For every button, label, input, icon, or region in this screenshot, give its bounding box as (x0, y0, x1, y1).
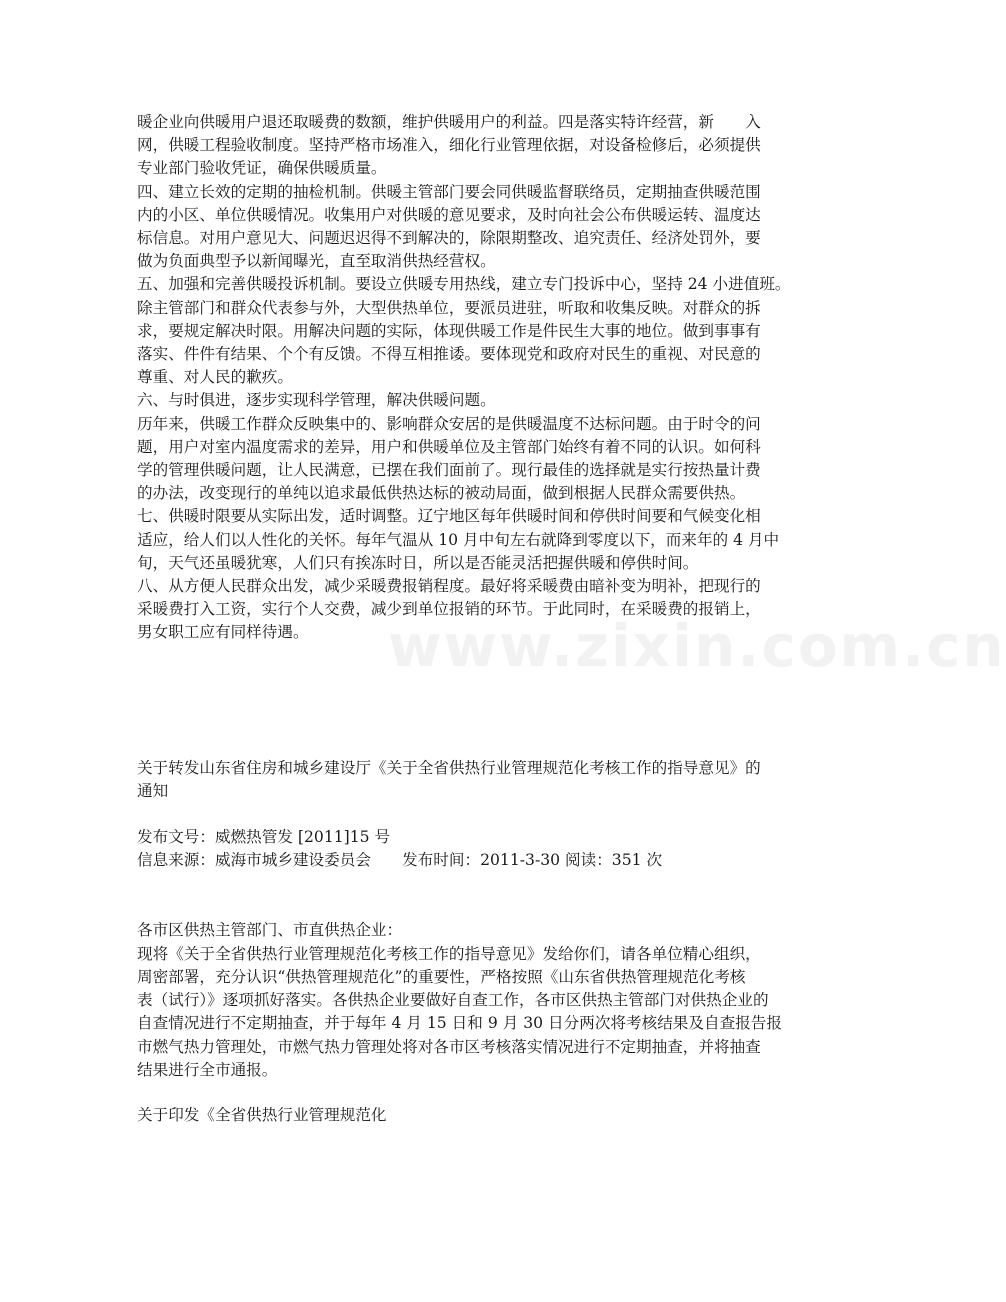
text-line: 专业部门验收凭证，确保供暖质量。 (137, 159, 387, 178)
source-meta: 信息来源：威海市城乡建设委员会 发布时间：2011-3-30 阅读：351 次 (137, 851, 663, 870)
doc-number: 发布文号：威燃热管发 [2011]15 号 (137, 828, 391, 847)
watermark: www.zixin.com.cn (388, 612, 1006, 680)
text-line: 尊重、对人民的歉疚。 (137, 368, 293, 387)
section-heating-measures (137, 111, 797, 645)
text-line: 除主管部门和群众代表参与外，大型供热单位，要派员进驻，听取和收集反映。对群众的拆 (137, 298, 761, 317)
text-line: 内的小区、单位供暖情况。收集用户对供暖的意见要求，及时向社会公布供暖运转、温度达 (137, 205, 761, 224)
text-line: 题，用户对室内温度需求的差异，用户和供暖单位及主管部门始终有着不同的认识。如何科 (137, 437, 761, 456)
text-line: 男女职工应有同样待遇。 (137, 623, 309, 642)
text-line: 自查情况进行不定期抽查，并于每年 4 月 15 日和 9 月 30 日分两次将考核结果及自查报告报 (137, 1014, 782, 1033)
text-line: 七、供暖时限要从实际出发，适时调整。辽宁地区每年供暖时间和停供时间要和气候变化相 (137, 507, 761, 526)
text-line: 适应，给人们以人性化的关怀。每年气温从 10 月中旬左右就降到零度以下，而来年的 4 月中 (137, 530, 780, 549)
text-line: 五、加强和完善供暖投诉机制。要设立供暖专用热线，建立专门投诉中心，坚持 24 小进值班。 (137, 275, 791, 294)
text-line: 八、从方便人民群众出发，减少采暖费报销程度。最好将采暖费由暗补变为明补，把现行的 (137, 577, 761, 596)
text-line: 标信息。对用户意见大、问题迟迟得不到解决的，除限期整改、追究责任、经济处罚外，要 (137, 229, 761, 248)
text-line: 现将《关于全省供热行业管理规范化考核工作的指导意见》发给你们，请各单位精心组织， (137, 944, 761, 963)
text-line: 的办法，改变现行的单纯以追求最低供热达标的被动局面，做到根据人民群众需要供热。 (137, 484, 746, 503)
notice-body (137, 919, 797, 1081)
text-line: 市燃气热力管理处，市燃气热力管理处将对各市区考核落实情况进行不定期抽查，并将抽查 (137, 1037, 761, 1056)
text-line: 网，供暖工程验收制度。坚持严格市场准入，细化行业管理依据，对设备检修后，必须提供 (137, 136, 761, 155)
text-line: 求，要规定解决时限。用解决问题的实际，体现供暖工作是件民生大事的地位。做到事事有 (137, 321, 761, 340)
text-line: 六、与时俱进，逐步实现科学管理，解决供暖问题。 (137, 391, 496, 410)
text-line: 四、建立长效的定期的抽检机制。供暖主管部门要会同供暖监督联络员，定期抽查供暖范围 (137, 182, 761, 201)
text-line: 各市区供热主管部门、市直供热企业： (137, 921, 403, 940)
document-page (137, 111, 797, 1127)
title-line: 通知 (137, 781, 169, 800)
text-line: 落实、件件有结果、个个有反馈。不得互相推诿。要体现党和政府对民生的重视、对民意的 (137, 345, 761, 364)
text-line: 做为负面典型予以新闻曝光，直至取消供热经营权。 (137, 252, 496, 271)
text-line: 旬，天气还虽暖犹寒，人们只有挨冻时日，所以是否能灵活把握供暖和停供时间。 (137, 553, 699, 572)
notice-title (137, 757, 797, 803)
text-line: 周密部署，充分认识“供热管理规范化”的重要性，严格按照《山东省供热管理规范化考核 (137, 967, 746, 986)
text-line: 学的管理供暖问题，让人民满意，已摆在我们面前了。现行最佳的选择就是实行按热量计费 (137, 461, 761, 480)
text-line: 采暖费打入工资，实行个人交费，减少到单位报销的环节。于此同时，在采暖费的报销上， (137, 600, 761, 619)
text-line: 表（试行）》逐项抓好落实。各供热企业要做好自查工作，各市区供热主管部门对供热企业的 (137, 991, 769, 1010)
text-line: 历年来，供暖工作群众反映集中的、影响群众安居的是供暖温度不达标问题。由于时令的问 (137, 414, 761, 433)
text-line: 暖企业向供暖用户退还取暖费的数额，维护供暖用户的利益。四是落实特许经营，新 入 (137, 113, 761, 131)
related-link-text: 关于印发《全省供热行业管理规范化 (137, 1105, 387, 1124)
text-line: 结果进行全市通报。 (137, 1060, 278, 1079)
title-line: 关于转发山东省住房和城乡建设厅《关于全省供热行业管理规范化考核工作的指导意见》的 (137, 758, 761, 777)
